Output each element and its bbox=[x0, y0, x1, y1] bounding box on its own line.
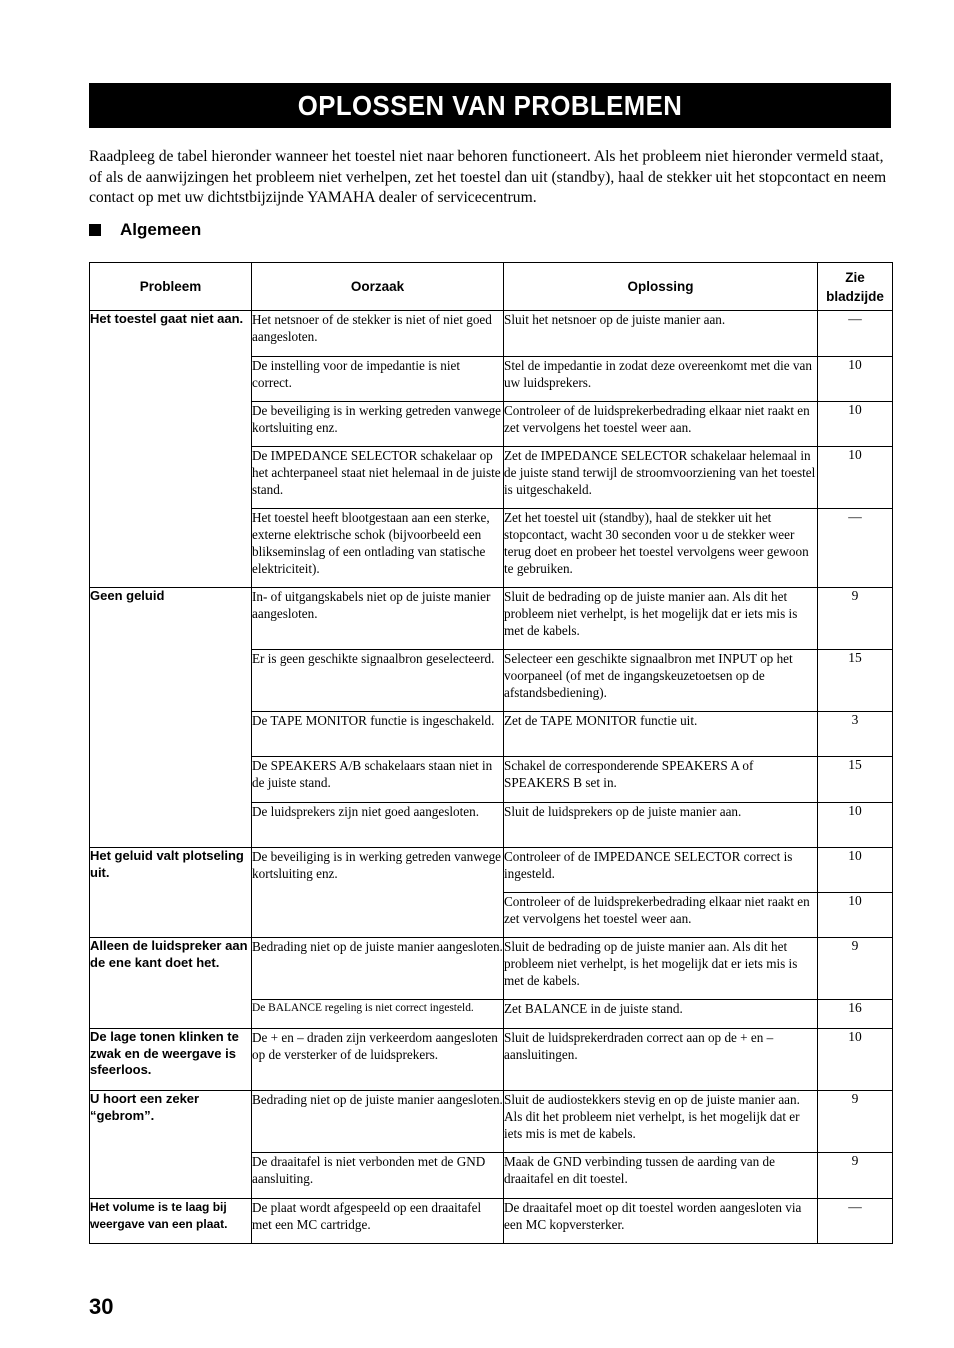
cause-cell: De luidsprekers zijn niet goed aangesloten. bbox=[252, 803, 504, 848]
page-title: OPLOSSEN VAN PROBLEMEN bbox=[297, 89, 683, 121]
solution-cell: Zet de TAPE MONITOR functie uit. bbox=[504, 712, 818, 757]
table-row bbox=[90, 848, 893, 893]
header-cause: Oorzaak bbox=[252, 263, 504, 311]
page-cell: 10 bbox=[818, 803, 893, 848]
solution-cell: Zet BALANCE in de juiste stand. bbox=[504, 1000, 818, 1029]
page-cell: 10 bbox=[818, 402, 893, 447]
cause-cell: De plaat wordt afgespeeld op een draaitafel met een MC cartridge. bbox=[252, 1199, 504, 1244]
header-page bbox=[818, 263, 893, 311]
cause-cell: In- of uitgangskabels niet op de juiste manier aangesloten. bbox=[252, 588, 504, 650]
cause-cell: De BALANCE regeling is niet correct ingesteld. bbox=[252, 1000, 504, 1029]
solution-cell: Maak de GND verbinding tussen de aarding van de draaitafel en dit toestel. bbox=[504, 1153, 818, 1199]
solution-cell: Schakel de corresponderende SPEAKERS A of SPEAKERS B set in. bbox=[504, 757, 818, 803]
table-header-row bbox=[90, 263, 893, 311]
cause-cell: De instelling voor de impedantie is niet correct. bbox=[252, 357, 504, 402]
cause-cell: Er is geen geschikte signaalbron geselecteerd. bbox=[252, 650, 504, 712]
header-page-line1: Zie bbox=[845, 269, 865, 285]
table-row bbox=[90, 1091, 893, 1153]
page-cell: 10 bbox=[818, 848, 893, 893]
cause-cell: Bedrading niet op de juiste manier aangesloten. bbox=[252, 938, 504, 1000]
solution-cell: Controleer of de luidsprekerbedrading elkaar niet raakt en zet vervolgens het toestel weer aan. bbox=[504, 402, 818, 447]
page-cell: 3 bbox=[818, 712, 893, 757]
problem-cell: Het geluid valt plotseling uit. bbox=[90, 848, 252, 938]
cause-cell: De + en – draden zijn verkeerdom aangesloten op de versterker of de luidsprekers. bbox=[252, 1029, 504, 1091]
table-row bbox=[90, 938, 893, 1000]
solution-cell: De draaitafel moet op dit toestel worden aangesloten via een MC kopversterker. bbox=[504, 1199, 818, 1244]
section-heading bbox=[89, 220, 201, 240]
page-cell: 10 bbox=[818, 1029, 893, 1091]
solution-cell: Sluit de bedrading op de juiste manier aan. Als dit het probleem niet verhelpt, is het mogelijk dat er iets mis is met de kabels. bbox=[504, 938, 818, 1000]
solution-cell: Sluit de bedrading op de juiste manier aan. Als dit het probleem niet verhelpt, is het mogelijk dat er iets mis is met de kabels. bbox=[504, 588, 818, 650]
problem-cell: U hoort een zeker “gebrom”. bbox=[90, 1091, 252, 1199]
header-page-line2: bladzijde bbox=[826, 288, 884, 304]
problem-cell: Het toestel gaat niet aan. bbox=[90, 311, 252, 588]
solution-cell: Sluit het netsnoer op de juiste manier aan. bbox=[504, 311, 818, 357]
troubleshooting-table bbox=[89, 262, 893, 1244]
square-bullet-icon bbox=[89, 224, 101, 236]
page-number: 30 bbox=[89, 1294, 114, 1319]
solution-cell: Sluit de audiostekkers stevig en op de juiste manier aan. Als dit het probleem niet verhelpt, is het mogelijk dat er iets mis is met de kabels. bbox=[504, 1091, 818, 1153]
cause-cell: De beveiliging is in werking getreden vanwege kortsluiting enz. bbox=[252, 402, 504, 447]
solution-cell: Sluit de luidsprekerdraden correct aan op de + en – aansluitingen. bbox=[504, 1029, 818, 1091]
problem-cell: Geen geluid bbox=[90, 588, 252, 848]
cause-cell: Bedrading niet op de juiste manier aangesloten. bbox=[252, 1091, 504, 1153]
solution-cell: Selecteer een geschikte signaalbron met INPUT op het voorpaneel (of met de ingangskeuzetoetsen op de afstandsbediening). bbox=[504, 650, 818, 712]
problem-cell: Het volume is te laag bij weergave van een plaat. bbox=[90, 1199, 252, 1244]
page-cell: 16 bbox=[818, 1000, 893, 1029]
table-row bbox=[90, 588, 893, 650]
page-cell: 15 bbox=[818, 650, 893, 712]
page-cell: 10 bbox=[818, 447, 893, 509]
table-row bbox=[90, 1029, 893, 1091]
cause-cell: De SPEAKERS A/B schakelaars staan niet in de juiste stand. bbox=[252, 757, 504, 803]
page-cell: 9 bbox=[818, 588, 893, 650]
page-cell: 9 bbox=[818, 1153, 893, 1199]
table-row bbox=[90, 311, 893, 357]
page-cell: — bbox=[818, 1199, 893, 1244]
cause-cell: De draaitafel is niet verbonden met de GND aansluiting. bbox=[252, 1153, 504, 1199]
cause-cell: De IMPEDANCE SELECTOR schakelaar op het achterpaneel staat niet helemaal in de juiste stand. bbox=[252, 447, 504, 509]
page-cell: 10 bbox=[818, 357, 893, 402]
page-cell: 10 bbox=[818, 893, 893, 938]
cause-cell: De TAPE MONITOR functie is ingeschakeld. bbox=[252, 712, 504, 757]
intro-paragraph: Raadpleeg de tabel hieronder wanneer het toestel niet naar behoren functioneert. Als het probleem niet hieronder vermeld staat, of als de aanwijzingen het probleem niet verhelpen, zet het toestel dan uit (standby), haal de stekker uit het stopcontact en neem contact op met uw dichtstbijzijnde YAMAHA dealer of servicecentrum. bbox=[89, 148, 887, 206]
page-title-bar bbox=[89, 83, 891, 128]
header-problem: Probleem bbox=[90, 263, 252, 311]
page-cell: — bbox=[818, 509, 893, 588]
page-cell: 15 bbox=[818, 757, 893, 803]
solution-cell: Zet het toestel uit (standby), haal de stekker uit het stopcontact, wacht 30 seconden voor u de stekker weer terug doet en probeer het toestel vervolgens weer gewoon te gebruiken. bbox=[504, 509, 818, 588]
solution-cell: Sluit de luidsprekers op de juiste manier aan. bbox=[504, 803, 818, 848]
page-cell: 9 bbox=[818, 938, 893, 1000]
header-solution: Oplossing bbox=[504, 263, 818, 311]
problem-cell: De lage tonen klinken te zwak en de weergave is sfeerloos. bbox=[90, 1029, 252, 1091]
solution-cell: Controleer of de luidsprekerbedrading elkaar niet raakt en zet vervolgens het toestel weer aan. bbox=[504, 893, 818, 938]
problem-cell: Alleen de luidspreker aan de ene kant doet het. bbox=[90, 938, 252, 1029]
cause-cell: Het toestel heeft blootgestaan aan een sterke, externe elektrische schok (bijvoorbeeld een blikseminslag of een ontlading van statische elektriciteit). bbox=[252, 509, 504, 588]
solution-cell: Controleer of de IMPEDANCE SELECTOR correct is ingesteld. bbox=[504, 848, 818, 893]
table-row bbox=[90, 1199, 893, 1244]
solution-cell: Stel de impedantie in zodat deze overeenkomt met die van uw luidsprekers. bbox=[504, 357, 818, 402]
solution-cell: Zet de IMPEDANCE SELECTOR schakelaar helemaal in de juiste stand terwijl de stroomvoorziening van het toestel is uitgeschakeld. bbox=[504, 447, 818, 509]
cause-cell: Het netsnoer of de stekker is niet of niet goed aangesloten. bbox=[252, 311, 504, 357]
section-title: Algemeen bbox=[120, 220, 202, 239]
page-cell: 9 bbox=[818, 1091, 893, 1153]
cause-cell: De beveiliging is in werking getreden vanwege kortsluiting enz. bbox=[252, 848, 504, 938]
page-cell: — bbox=[818, 311, 893, 357]
